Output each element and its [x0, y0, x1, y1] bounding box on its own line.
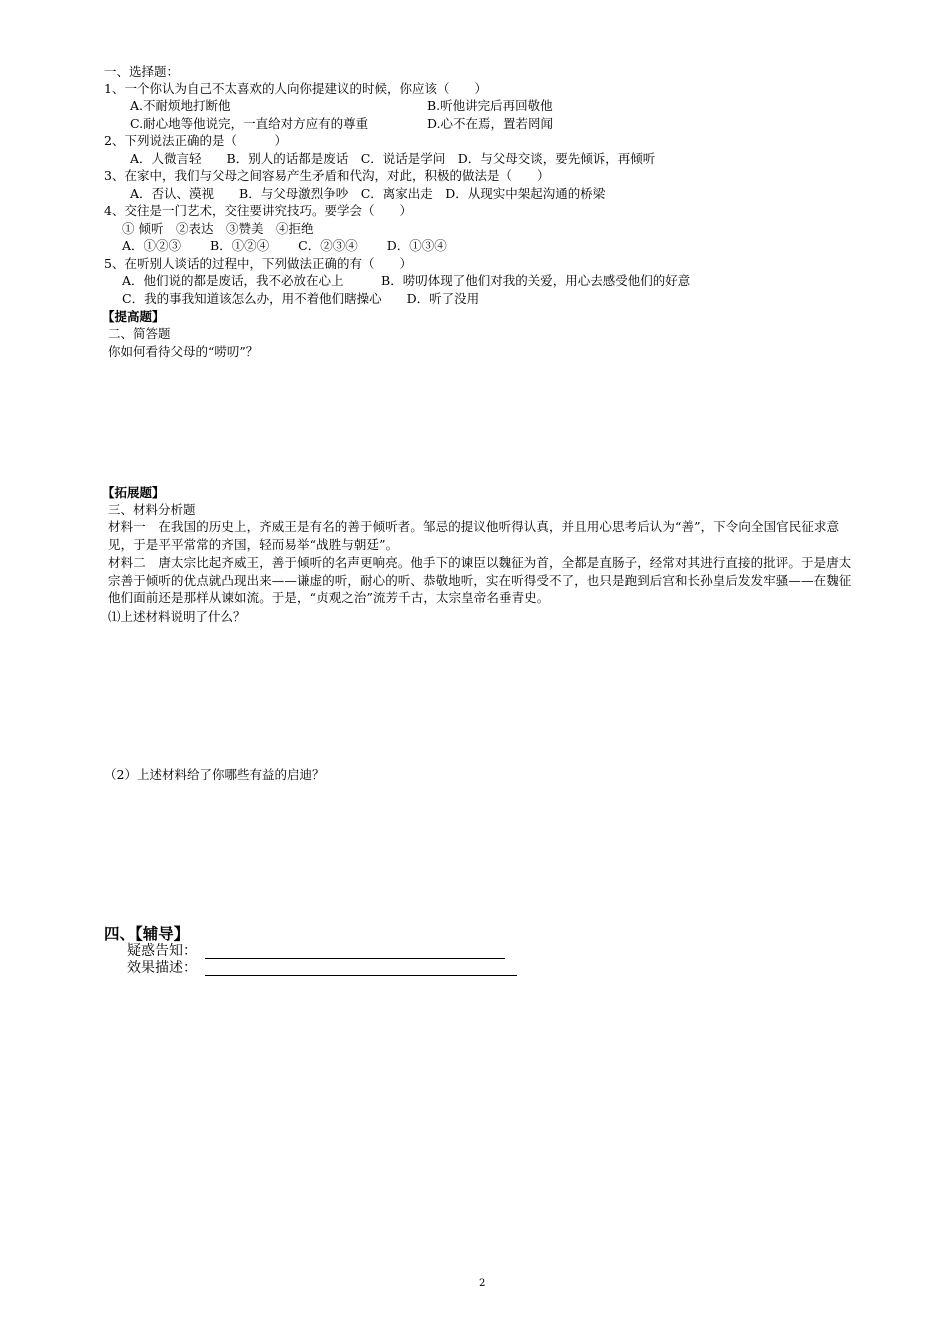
q3-stem: 3、在家中，我们与父母之间容易产生矛盾和代沟，对此，积极的做法是（ ）	[104, 168, 550, 183]
q4-stem: 4、交往是一门艺术，交往要讲究技巧。要学会（ ）	[104, 203, 412, 218]
q4-options: A．①②③ B．①②④ C．②③④ D．①③④	[122, 238, 447, 253]
advanced-question: 你如何看待父母的“唠叨”？	[108, 344, 259, 359]
q1-option-b: B.听他讲完后再回敬他	[427, 98, 553, 113]
q1-option-a: A.不耐烦地打断他	[130, 98, 231, 113]
q1-option-c: C.耐心地等他说完，一直给对方应有的尊重	[130, 116, 369, 131]
q1-stem: 1、一个你认为自己不太喜欢的人向你提建议的时候，你应该（ ）	[104, 81, 487, 96]
doubt-input-line[interactable]	[205, 958, 505, 959]
q5-options-cd: C．我的事我知道该怎么办，用不着他们瞎操心 D．听了没用	[122, 291, 480, 306]
q1-option-d: D.心不在焉，置若罔闻	[427, 116, 554, 131]
section4-title: 四、【辅导】	[104, 925, 190, 943]
doubt-label: 疑惑告知：	[127, 943, 197, 959]
analysis-question-2: （2）上述材料给了你哪些有益的启迪？	[104, 767, 325, 782]
q2-stem: 2、下列说法正确的是（ ）	[104, 133, 287, 148]
q4-items: ① 倾听 ②表达 ③赞美 ④拒绝	[122, 221, 314, 236]
material-two: 材料二 唐太宗比起齐威王，善于倾听的名声更响亮。他手下的谏臣以魏征为首，全都是直肠子，经常对其进行直接的批评。于是唐太宗善于倾听的优点就凸现出来——谦虚的听，耐心的听、恭敬地听，实在听得受不了，也只是跑到后宫和长孙皇后发发牢骚——在魏征他们面前还是那样从谏如流。于是，“贞观之治”流芳千古，太宗皇帝名垂青史。	[108, 555, 852, 605]
extended-tag: 【拓展题】	[102, 485, 165, 500]
section1-title: 一、选择题：	[104, 64, 180, 79]
q2-options: A．人微言轻 B．别人的话都是废话 C．说话是学问 D．与父母交谈，要先倾诉，再倾听	[130, 151, 656, 166]
extended-title: 三、材料分析题	[108, 502, 196, 517]
material-one: 材料一 在我国的历史上，齐威王是有名的善于倾听者。邹忌的提议他听得认真，并且用心思考后认为“善”，下令向全国官民征求意见，于是平平常常的齐国，轻而易举“战胜与朝廷”。	[108, 519, 840, 552]
q3-options: A．否认、漠视 B．与父母激烈争吵 C．离家出走 D．从现实中架起沟通的桥梁	[130, 186, 606, 201]
analysis-question-1: ⑴上述材料说明了什么？	[108, 609, 246, 624]
advanced-tag: 【提高题】	[102, 309, 165, 324]
page-number: 2	[479, 1278, 486, 1289]
advanced-title: 二、简答题	[108, 326, 171, 341]
q5-stem: 5、在听别人谈话的过程中，下列做法正确的有（ ）	[104, 256, 412, 271]
effect-input-line[interactable]	[205, 975, 517, 976]
q5-options-ab: A．他们说的都是废话，我不必放在心上 B．唠叨体现了他们对我的关爱，用心去感受他们的好意	[122, 273, 691, 288]
effect-label: 效果描述：	[127, 960, 197, 976]
